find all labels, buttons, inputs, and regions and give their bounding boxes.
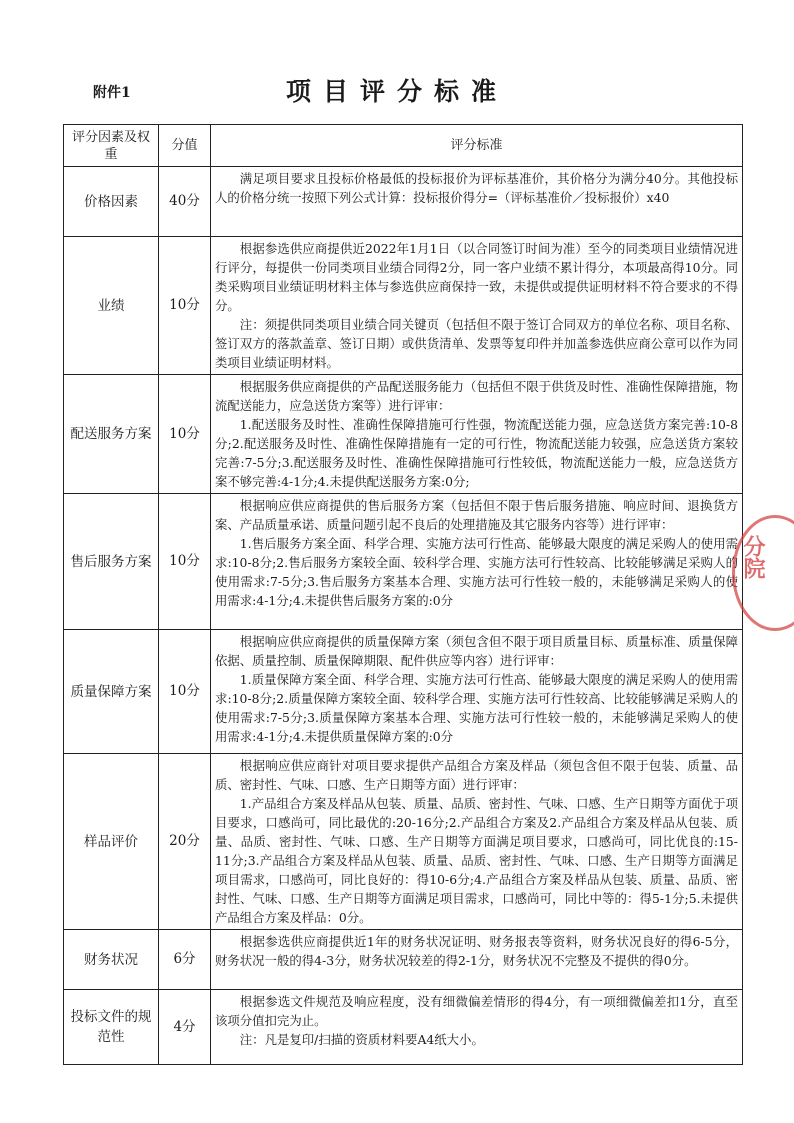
table-row — [64, 167, 743, 237]
header-score: 分值 — [159, 125, 211, 167]
cell-factor: 质量保障方案 — [64, 630, 159, 754]
criteria-paragraph: 注：凡是复印/扫描的资质材料要A4纸大小。 — [239, 1032, 484, 1047]
table-row — [64, 754, 743, 930]
attachment-label: 附件1 — [93, 85, 131, 101]
cell-score: 40分 — [159, 167, 211, 237]
cell-factor: 投标文件的规范性 — [64, 990, 159, 1065]
cell-factor: 样品评价 — [64, 754, 159, 930]
seal-text: 分院 — [740, 535, 766, 579]
criteria-paragraph: 根据响应供应商提供的售后服务方案（包括但不限于售后服务措施、响应时间、退换货方案、产品质量承诺、质量问题引起不良后的处理措施及其它服务内容等）进行评审： — [215, 498, 738, 532]
cell-score: 10分 — [159, 237, 211, 375]
cell-criteria — [211, 930, 743, 990]
cell-criteria — [211, 630, 743, 754]
cell-criteria — [211, 375, 743, 494]
criteria-paragraph: 注：须提供同类项目业绩合同关键页（包括但不限于签订合同双方的单位名称、项目名称、签订双方的落款盖章、签订日期）或供货清单、发票等复印件并加盖参选供应商公章可以作为同类项目业绩证明材料。 — [215, 317, 738, 370]
table-header-row — [64, 125, 743, 167]
page-title: 项目评分标准 — [285, 77, 508, 106]
criteria-paragraph: 1.产品组合方案及样品从包装、质量、品质、密封性、气味、口感、生产日期等方面优于项目要求，口感尚可，同比最优的:20-16分;2.产品组合方案及2.产品组合方案及样品从包装、质量、品质、密封性、气味、口感、生产日期等方面满足项目要求，口感尚可，同比优良的:15-11分;3.产品组合方案及样品从包装、质量、品质、密封性、气味、口感、生产日期等方面满足项目需求，口感尚可，同比良好的：得10-6分;4.产品组合方案及样品从包装、质量、品质、密封性、气味、口感、生产日期等方面满足项目需求，口感尚可，同比中等的：得5-1分;5.未提供产品组合方案及样品：0分。 — [215, 796, 738, 925]
table-row — [64, 237, 743, 375]
cell-factor: 配送服务方案 — [64, 375, 159, 494]
cell-criteria — [211, 990, 743, 1065]
criteria-paragraph: 根据服务供应商提供的产品配送服务能力（包括但不限于供货及时性、准确性保障措施，物流配送能力，应急送货方案等）进行评审： — [215, 379, 738, 413]
cell-factor: 售后服务方案 — [64, 494, 159, 630]
cell-factor: 价格因素 — [64, 167, 159, 237]
table-row — [64, 990, 743, 1065]
table-row — [64, 375, 743, 494]
criteria-paragraph: 根据参选供应商提供近2022年1月1日（以合同签订时间为准）至今的同类项目业绩情况进行评分，每提供一份同类项目业绩合同得2分，同一客户业绩不累计得分，本项最高得10分。同类采购项目业绩证明材料主体与参选供应商保持一致，未提供或提供证明材料不符合要求的不得分。 — [215, 241, 738, 313]
cell-score: 10分 — [159, 630, 211, 754]
cell-factor: 业绩 — [64, 237, 159, 375]
header-factor: 评分因素及权重 — [64, 125, 159, 167]
table-row — [64, 630, 743, 754]
cell-criteria — [211, 494, 743, 630]
cell-score: 20分 — [159, 754, 211, 930]
cell-score: 4分 — [159, 990, 211, 1065]
header-criteria: 评分标准 — [211, 125, 743, 167]
criteria-paragraph: 满足项目要求且投标价格最低的投标报价为评标基准价，其价格分为满分40分。其他投标人的价格分统一按照下列公式计算：投标报价得分=（评标基准价／投标报价）x40 — [215, 171, 738, 205]
cell-score: 10分 — [159, 375, 211, 494]
criteria-paragraph: 根据参选供应商提供近1年的财务状况证明、财务报表等资料，财务状况良好的得6-5分，财务状况一般的得4-3分，财务状况较差的得2-1分，财务状况不完整及不提供的得0分。 — [215, 934, 738, 968]
criteria-paragraph: 1.售后服务方案全面、科学合理、实施方法可行性高、能够最大限度的满足采购人的使用需求:10-8分;2.售后服务方案较全面、较科学合理、实施方法可行性较高、比较能够满足采购人的使用需求:7-5分;3.售后服务方案基本合理、实施方法可行性较一般的，未能够满足采购人的使用需求:4-1分;4.未提供售后服务方案的:0分 — [215, 536, 738, 608]
criteria-paragraph: 根据响应供应商针对项目要求提供产品组合方案及样品（须包含但不限于包装、质量、品质、密封性、气味、口感、生产日期等方面）进行评审： — [215, 758, 738, 792]
criteria-paragraph: 1.质量保障方案全面、科学合理、实施方法可行性高、能够最大限度的满足采购人的使用需求:10-8分;2.质量保障方案较全面、较科学合理、实施方法可行性较高、比较能够满足采购人的使用需求:7-5分;3.质量保障方案基本合理、实施方法可行性较一般的，未能够满足采购人的使用需求:4-1分;4.未提供质量保障方案的:0分 — [215, 672, 738, 744]
table-row — [64, 494, 743, 630]
cell-criteria — [211, 167, 743, 237]
cell-score: 10分 — [159, 494, 211, 630]
criteria-paragraph: 根据参选文件规范及响应程度，没有细微偏差情形的得4分，有一项细微偏差扣1分，直至该项分值扣完为止。 — [215, 994, 738, 1028]
criteria-paragraph: 根据响应供应商提供的质量保障方案（须包含但不限于项目质量目标、质量标准、质量保障依据、质量控制、质量保障期限、配件供应等内容）进行评审： — [215, 634, 738, 668]
cell-score: 6分 — [159, 930, 211, 990]
cell-criteria — [211, 754, 743, 930]
table-row — [64, 930, 743, 990]
criteria-paragraph: 1.配送服务及时性、准确性保障措施可行性强，物流配送能力强，应急送货方案完善:10-8分;2.配送服务及时性、准确性保障措施有一定的可行性，物流配送能力较强，应急送货方案较完善:7-5分;3.配送服务及时性、准确性保障措施可行性较低，物流配送能力一般，应急送货方案不够完善:4-1分;4.未提供配送服务方案:0分; — [215, 417, 738, 489]
cell-factor: 财务状况 — [64, 930, 159, 990]
scoring-table — [63, 124, 743, 1065]
cell-criteria — [211, 237, 743, 375]
